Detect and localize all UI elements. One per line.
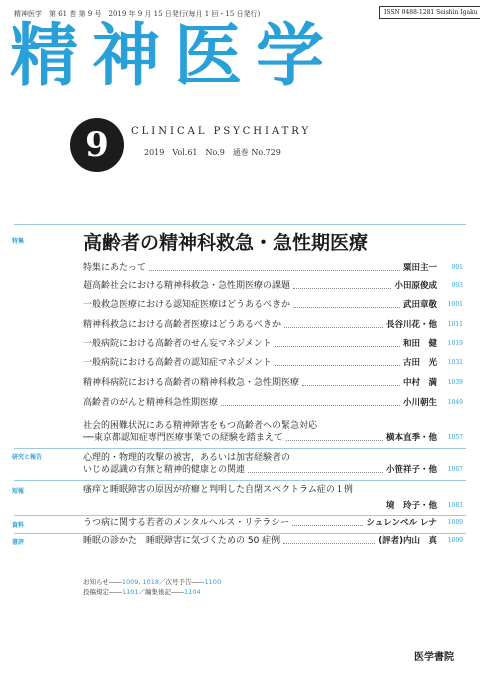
article-title: 高齢者のがんと精神科急性期医療 xyxy=(83,398,219,408)
article-author: シュレンベル レナ xyxy=(366,518,437,528)
article-page: 1049 xyxy=(447,399,463,406)
divider xyxy=(14,480,466,481)
article-title: 睡眠の診かた 睡眠障害に気づくための 50 症例 xyxy=(83,536,281,546)
article-author: 中村 満 xyxy=(402,378,437,388)
toc-entry[interactable] xyxy=(83,535,463,547)
article-page: 993 xyxy=(451,282,463,289)
section-tag-research: 研究と報告 xyxy=(12,454,43,461)
article-author: 武田章敬 xyxy=(402,300,437,310)
toc-entry[interactable] xyxy=(83,280,463,292)
article-title: 一般病院における高齢者のせん妄マネジメント xyxy=(83,339,272,349)
article-author: 横本直季・他 xyxy=(385,433,437,443)
section-tag-short-report: 短報 xyxy=(12,488,25,495)
article-page: 1067 xyxy=(447,466,463,473)
notice-line: お知らせ――1009, 1018／次号予告――1100 xyxy=(83,578,222,586)
article-author: (評者)内山 真 xyxy=(378,536,437,546)
article-title: 特集にあたって xyxy=(83,263,147,273)
article-subtitle: ──東京都認知症専門医療事業での経験を踏まえて xyxy=(83,433,283,443)
article-page: 1089 xyxy=(447,519,463,526)
notice-line: 投稿規定――1101／編集後記――1104 xyxy=(83,588,201,596)
publisher-name: 医学書院 xyxy=(414,652,454,663)
article-page: 1001 xyxy=(447,301,463,308)
volume-line: 2019 Vol.61 No.9 通巻 No.729 xyxy=(144,148,281,157)
section-tag-material: 資料 xyxy=(12,522,25,529)
article-title: 一般救急医療における認知症医療はどうあるべきか xyxy=(83,300,291,310)
article-title: 心理的・物理的攻撃の被害，あるいは加害経験者の xyxy=(83,453,291,463)
divider xyxy=(14,448,466,449)
article-title: 社会的困難状況にある精神障害をもつ高齢者への緊急対応 xyxy=(83,421,318,431)
toc-entry[interactable] xyxy=(83,397,463,409)
article-title: 瘙痒と睡眠障害の原因が疥癬と判明した自閉スペクトラム症の１例 xyxy=(83,485,353,495)
article-page: 1099 xyxy=(447,537,463,544)
article-author: 粟田主一 xyxy=(402,263,437,273)
article-author: 小川朝生 xyxy=(402,398,437,408)
divider xyxy=(14,515,466,516)
toc-entry[interactable] xyxy=(83,262,463,274)
article-author: 小笹祥子・他 xyxy=(385,465,437,475)
divider xyxy=(14,224,466,225)
issue-number-badge: 9 xyxy=(70,118,124,172)
article-title: 一般病院における高齢者の認知症マネジメント xyxy=(83,358,272,368)
article-author: 境 玲子・他 xyxy=(385,501,437,511)
article-author: 和田 健 xyxy=(402,339,437,349)
toc-entry[interactable] xyxy=(83,338,463,350)
article-page: 1039 xyxy=(447,379,463,386)
article-page: 1057 xyxy=(447,434,463,441)
article-title: 精神科救急における高齢者医療はどうあるべきか xyxy=(83,320,282,330)
article-page: 1019 xyxy=(447,340,463,347)
article-page: 1011 xyxy=(447,321,463,328)
toc-entry[interactable] xyxy=(83,484,463,512)
article-page: 1083 xyxy=(447,502,463,509)
journal-title: 精神医学 xyxy=(10,16,339,96)
toc-entry[interactable] xyxy=(83,299,463,311)
toc-entry[interactable] xyxy=(83,357,463,369)
section-tag-review: 書評 xyxy=(12,539,25,546)
divider xyxy=(14,533,466,534)
toc-entry[interactable] xyxy=(83,452,463,476)
article-page: 1031 xyxy=(447,359,463,366)
article-title: 精神科病院における高齢者の精神科救急・急性期医療 xyxy=(83,378,300,388)
issn-box: ISSN 0488-1281 Seishin Igaku xyxy=(379,6,480,19)
journal-english-title: CLINICAL PSYCHIATRY xyxy=(131,126,312,137)
toc-entry[interactable] xyxy=(83,517,463,529)
article-page: 991 xyxy=(451,264,463,271)
article-author: 長谷川花・他 xyxy=(385,320,437,330)
feature-title: 高齢者の精神科救急・急性期医療 xyxy=(83,232,369,254)
section-tag-feature: 特集 xyxy=(12,238,25,245)
article-author: 小田原俊成 xyxy=(394,281,437,291)
toc-entry[interactable] xyxy=(83,319,463,331)
article-title: うつ病に関する若者のメンタルヘルス・リテラシー xyxy=(83,518,290,528)
article-title-line2: いじめ認識の有無と精神的健康との関連 xyxy=(83,465,246,475)
toc-entry[interactable] xyxy=(83,377,463,389)
publication-meta: 精神医学 第 61 巻 第 9 号 2019 年 9 月 15 日発行(毎月 1 回・15 日発行) xyxy=(14,10,261,18)
toc-entry[interactable] xyxy=(83,420,463,444)
article-title: 超高齢社会における精神科救急・急性期医療の課題 xyxy=(83,281,291,291)
article-author: 古田 光 xyxy=(402,358,437,368)
